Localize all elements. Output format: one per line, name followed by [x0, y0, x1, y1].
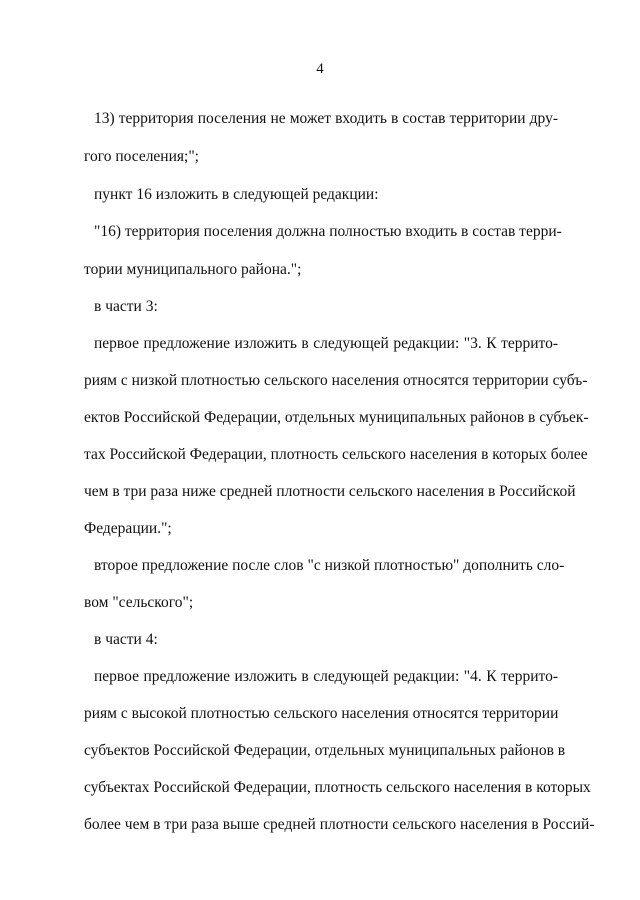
text-line-part-3-para-5: чем в три раза ниже средней плотности сельского населения в Российской: [84, 483, 576, 500]
text-line-point-16: "16) территория поселения должна полностью входить в состав терри-: [94, 223, 562, 240]
text-line-part-3-para-3: ектов Российской Федерации, отдельных муниципальных районов в субъек-: [84, 409, 589, 426]
text-line-part-4-para-4: субъектах Российской Федерации, плотность сельского населения в которых: [84, 779, 591, 796]
text-line-part-3-para-4: тах Российской Федерации, плотность сельского населения в которых более: [84, 446, 588, 463]
text-line-part-3-para-1: первое предложение изложить в следующей редакции: "3. К террито-: [94, 335, 558, 352]
page-number: 4: [316, 61, 324, 77]
text-line-part-4-para-5: более чем в три раза выше средней плотности сельского населения в Россий-: [84, 816, 595, 833]
text-line-item-13-cont: гого поселения;";: [84, 148, 199, 165]
text-line-point-16-cont: тории муниципального района.";: [84, 261, 302, 278]
text-line-part-3-para-6: Федерации.";: [84, 520, 172, 537]
text-line-point-16-intro: пункт 16 изложить в следующей редакции:: [94, 186, 379, 203]
text-line-part-4-para-2: риям с высокой плотностью сельского населения относятся территории: [84, 705, 559, 722]
text-line-part-3-heading: в части 3:: [94, 298, 158, 315]
text-line-part-4-heading: в части 4:: [94, 631, 158, 648]
text-line-part-4-para-1: первое предложение изложить в следующей редакции: "4. К террито-: [94, 668, 558, 685]
text-line-item-13: 13) территория поселения не может входить в состав территории дру-: [94, 110, 558, 127]
text-line-part-4-para-3: субъектов Российской Федерации, отдельных муниципальных районов в: [84, 742, 566, 759]
text-line-second-sentence: второе предложение после слов "с низкой плотностью" дополнить сло-: [94, 557, 565, 574]
text-line-second-sentence-cont: вом "сельского";: [84, 594, 194, 611]
text-line-part-3-para-2: риям с низкой плотностью сельского населения относятся территории субъ-: [84, 372, 588, 389]
